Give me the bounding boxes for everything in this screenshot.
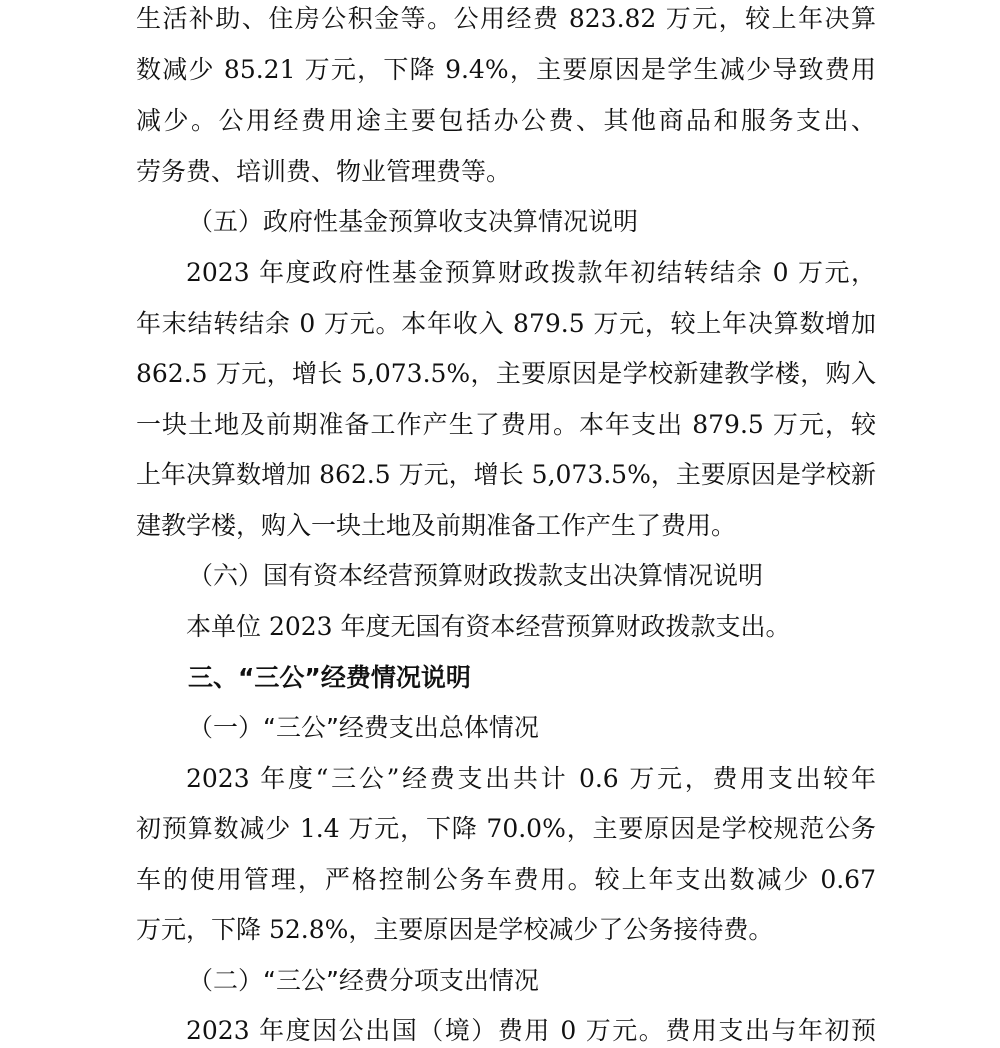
- paragraph-line: 862.5 万元，增长 5,073.5%，主要原因是学校新建教学楼，购入: [136, 359, 876, 388]
- paragraph-line: 万元，下降 52.8%，主要原因是学校减少了公务接待费。: [136, 915, 774, 944]
- paragraph-line: 劳务费、培训费、物业管理费等。: [136, 157, 512, 186]
- paragraph-line: 2023 年度政府性基金预算财政拨款年初结转结余 0 万元，: [186, 258, 876, 287]
- paragraph-line: 本单位 2023 年度无国有资本经营预算财政拨款支出。: [186, 612, 791, 641]
- paragraph-line: 减少。公用经费用途主要包括办公费、其他商品和服务支出、: [136, 106, 876, 135]
- paragraph-line: 车的使用管理，严格控制公务车费用。较上年支出数减少 0.67: [136, 865, 876, 894]
- paragraph-line: 初预算数减少 1.4 万元，下降 70.0%，主要原因是学校规范公务: [136, 814, 876, 843]
- paragraph-line: 数减少 85.21 万元，下降 9.4%，主要原因是学生减少导致费用: [136, 55, 876, 84]
- paragraph-line: 一块土地及前期准备工作产生了费用。本年支出 879.5 万元，较: [136, 410, 876, 439]
- paragraph-line: 生活补助、住房公积金等。公用经费 823.82 万元，较上年决算: [136, 4, 876, 33]
- section-heading-6: （六）国有资本经营预算财政拨款支出决算情况说明: [188, 561, 764, 590]
- section-heading-3: 三、“三公”经费情况说明: [188, 663, 471, 692]
- paragraph-line: 2023 年度“三公”经费支出共计 0.6 万元，费用支出较年: [186, 764, 876, 793]
- section-heading-5: （五）政府性基金预算收支决算情况说明: [188, 207, 639, 236]
- paragraph-line: 2023 年度因公出国（境）费用 0 万元。费用支出与年初预: [186, 1016, 876, 1045]
- paragraph-line: 上年决算数增加 862.5 万元，增长 5,073.5%，主要原因是学校新: [136, 460, 876, 489]
- section-heading-2: （二）“三公”经费分项支出情况: [188, 966, 539, 995]
- paragraph-line: 年末结转结余 0 万元。本年收入 879.5 万元，较上年决算数增加: [136, 309, 876, 338]
- paragraph-line: 建教学楼，购入一块土地及前期准备工作产生了费用。: [136, 511, 737, 540]
- section-heading-1: （一）“三公”经费支出总体情况: [188, 713, 539, 742]
